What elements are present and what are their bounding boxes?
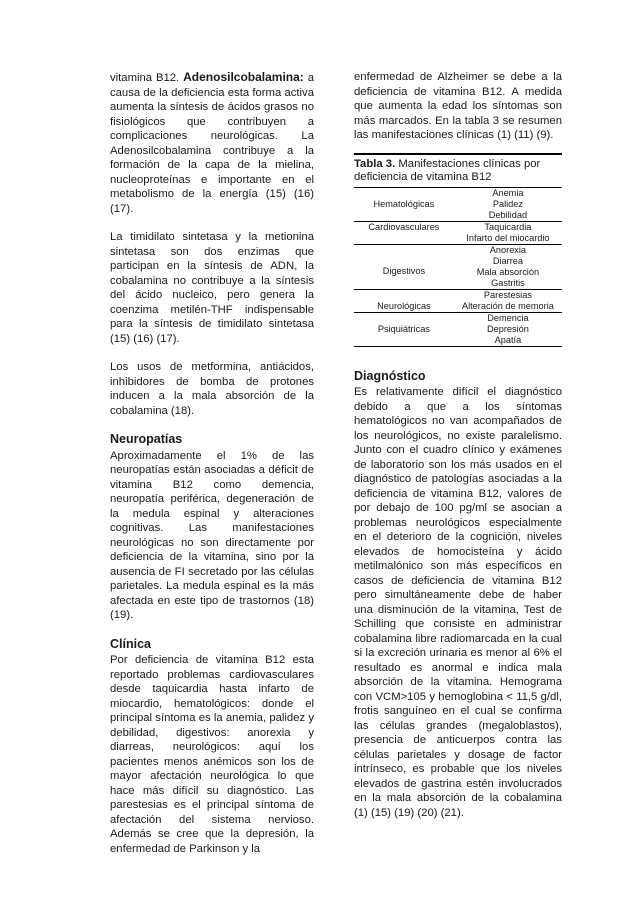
- manifestations-table: [354, 187, 562, 347]
- symptom: Palidez: [492, 198, 523, 209]
- left-column: [110, 70, 314, 856]
- table-symptoms: [454, 221, 562, 244]
- symptom: Infarto del miocardio: [466, 232, 550, 243]
- symptom: Alteración de memoria: [461, 300, 554, 311]
- intro-bold-term: Adenosilcobalamina:: [183, 70, 304, 84]
- symptom: Gastritis: [491, 277, 525, 288]
- symptom: Taquicardia: [484, 221, 532, 232]
- symptom: Diarrea: [492, 255, 523, 266]
- paragraph-diagnostico: Es relativamente difícil el diagnóstico debido a que a los síntomas hematológicos no van acompañados de los neurológicos, no existe paralelismo. Junto con el cuadro clínico y exámenes de laboratorio son los más usados en el diagnóstico de patologías asociadas a la deficiencia de vitamina B12, valores de por debajo de 100 pg/ml se asocian a problemas neurológicos especialmente en el deterioro de la cognición, niveles elevados de homocisteína y ácido metilmalónico son más específicos en casos de deficiencia de vitamina B12 pero simultáneamente debe de haber una disminución de la vitamina, Test de Schilling que consiste en administrar cobalamina libre radiomarcada en la cual si la excreción urinaria es menor al 6% el resultado es anormal e indica mala absorción de la vitamina. Hemograma con VCM>105 y hemoglobina < 11,5 g/dl, frotis sanguíneo en el cual se confirma las células grandes (megaloblastos), presencia de anticuerpos contra las células parietales y dosage de factor intrínseco, es probable que los niveles elevados de gastrina estén involucrados en la mala absorción de la cobalamina (1) (15) (19) (20) (21).: [354, 386, 562, 819]
- right-column: [354, 70, 562, 820]
- paragraph-metformina: Los usos de metformina, antiácidos, inhibidores de bomba de protones inducen a la mala absorción de la cobalamina (18).: [110, 361, 314, 417]
- table-symptoms: [454, 289, 562, 312]
- heading-diagnostico: Diagnóstico: [354, 368, 426, 383]
- symptom: Debilidad: [488, 209, 528, 220]
- table-caption-text: Manifestaciones clínicas por deficiencia de vitamina B12: [354, 157, 541, 183]
- symptom: Depresión: [486, 323, 529, 334]
- paragraph-clinica: Por deficiencia de vitamina B12 esta reportado problemas cardiovasculares desde taquicardia hasta infarto de miocardio, hematológicos: donde el principal síntoma es la anemia, palidez y debilidad, digestivos: anorexia y diarreas, neurológicos: aquí los pacientes menos anémicos son los de mayor afectación neurológica lo que hace más difícil su diagnóstico. Las parestesias es el principal síntoma de afectación del sistema nervioso. Además se cree que la depresión, la enfermedad de Parkinson y la: [110, 654, 314, 855]
- symptom: Demencia: [487, 312, 529, 323]
- paragraph-neuropatias: Aproximadamente el 1% de las neuropatías están asociadas a déficit de vitamina B12 como demencia, neuropatía periférica, degeneración de la medula espinal y alteraciones cognitivas. Las manifestaciones neurológicas no son directamente por deficiencia de la vitamina, sino por la ausencia de FI secretado por las células parietales. La medula espinal es la más afectada en este tipo de trastornos (18) (19).: [110, 449, 314, 621]
- symptom: Mala absorción: [476, 266, 540, 277]
- intro-text: a causa de la deficiencia esta forma activa aumenta la síntesis de ácidos grasos no fisiológicos que contribuyen a complicaciones neurológicas. La Adenosilcobalamina contribuye a la formación de la capa de la mielina, nucleoproteínas e importante en el metabolismo de la energía (15) (16) (17).: [110, 72, 315, 215]
- table-row: [354, 244, 562, 289]
- table-category: Digestivos: [354, 244, 454, 289]
- table-symptoms: [454, 312, 562, 346]
- table-row: [354, 187, 562, 221]
- paragraph-enzimas: La timidilato sintetasa y la metionina sintetasa son dos enzimas que participan en la síntesis de ADN, la cobalamina no contribuye a la síntesis del ácido nucleico, pero genera la coenzima metilén-THF indispensable para la síntesis de timidilato sintetasa (15) (16) (17).: [110, 231, 314, 345]
- table-category: Cardiovasculares: [354, 221, 454, 244]
- paragraph-alzheimer: enfermedad de Alzheimer se debe a la deficiencia de vitamina B12. A medida que aumenta la edad los síntomas son más marcados. En la tabla 3 se resumen las manifestaciones clínicas (1) (11) (9).: [354, 71, 562, 141]
- table-category: Psiquiátricas: [354, 312, 454, 346]
- symptom: Apatía: [494, 334, 522, 345]
- heading-neuropatias: Neuropatías: [110, 432, 183, 446]
- table-category: Neurológicas: [354, 289, 454, 312]
- table-caption-label: Tabla 3.: [354, 157, 396, 170]
- table-row: [354, 221, 562, 244]
- table-symptoms: [454, 187, 562, 221]
- intro-prefix: vitamina B12.: [110, 72, 180, 84]
- table-row: [354, 289, 562, 312]
- table-caption: [354, 153, 562, 185]
- symptom: Parestesias: [483, 289, 532, 300]
- symptom: Anemia: [492, 187, 524, 198]
- symptom: Anorexia: [489, 244, 527, 255]
- table-symptoms: [454, 244, 562, 289]
- table-row: [354, 312, 562, 346]
- heading-clinica: Clínica: [110, 636, 151, 651]
- table-category: Hematológicas: [354, 187, 454, 221]
- intro-paragraph: [110, 70, 314, 216]
